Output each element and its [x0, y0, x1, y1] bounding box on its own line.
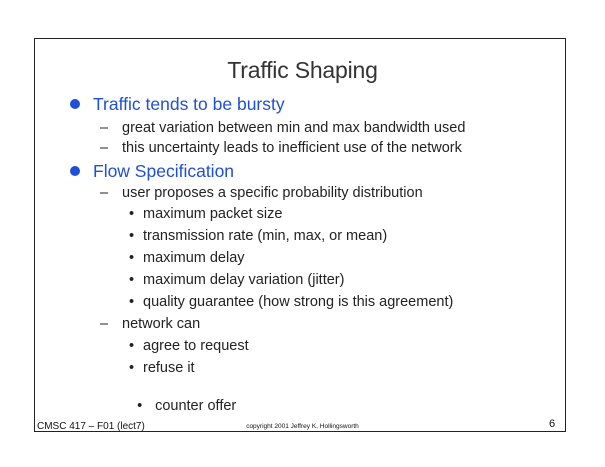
dash-icon: – [100, 120, 109, 136]
sub-bullet-text: user proposes a specific probability distribution [122, 185, 423, 201]
list-item [129, 382, 236, 414]
sub-bullet-text: this uncertainty leads to inefficient use of the network [122, 140, 462, 156]
bullet-point-icon: • [137, 398, 143, 414]
list-item [129, 228, 387, 244]
bullet-point-icon: • [129, 250, 135, 266]
bullet-dot-icon [70, 166, 80, 176]
list-item-text: quality guarantee (how strong is this agreement) [143, 294, 454, 310]
dash-icon: – [100, 316, 109, 332]
list-item [129, 360, 195, 376]
sub-bullet [100, 140, 462, 156]
footer-copyright: copyright 2001 Jeffrey K. Hollingsworth [246, 423, 359, 430]
bullet-point-icon: • [129, 360, 135, 376]
sub-bullet [100, 120, 465, 136]
bullet-flow-spec [70, 161, 234, 182]
bullet-traffic-bursty [70, 94, 285, 115]
bullet-point-icon: • [129, 338, 135, 354]
list-item [129, 338, 249, 354]
bullet-point-icon: • [129, 228, 135, 244]
list-item [129, 206, 282, 222]
list-item [129, 294, 453, 310]
list-item-text: counter offer [151, 398, 237, 414]
sub-bullet-text: network can [122, 316, 201, 332]
list-item-text: transmission rate (min, max, or mean) [143, 228, 388, 244]
footer-course: CMSC 417 – F01 (lect7) [37, 421, 145, 432]
bullet-text: Traffic tends to be bursty [93, 94, 285, 114]
list-item [129, 250, 245, 266]
list-item-text: refuse it [143, 360, 195, 376]
bullet-text: Flow Specification [93, 161, 235, 181]
bullet-point-icon: • [129, 272, 135, 288]
list-item-text: maximum packet size [143, 206, 283, 222]
dash-icon: – [100, 185, 109, 201]
dash-icon: – [100, 140, 109, 156]
slide-title: Traffic Shaping [227, 57, 378, 83]
bullet-point-icon: • [129, 294, 135, 310]
sub-bullet-text: great variation between min and max bandwidth used [122, 120, 466, 136]
list-item-text: agree to request [143, 338, 249, 354]
list-item-text: maximum delay [143, 250, 245, 266]
page-number: 6 [549, 418, 556, 430]
list-item [129, 272, 344, 288]
sub-bullet [100, 316, 200, 332]
list-item-text: maximum delay variation (jitter) [143, 272, 345, 288]
sub-bullet [100, 185, 423, 201]
bullet-dot-icon [70, 99, 80, 109]
bullet-point-icon: • [129, 206, 135, 222]
